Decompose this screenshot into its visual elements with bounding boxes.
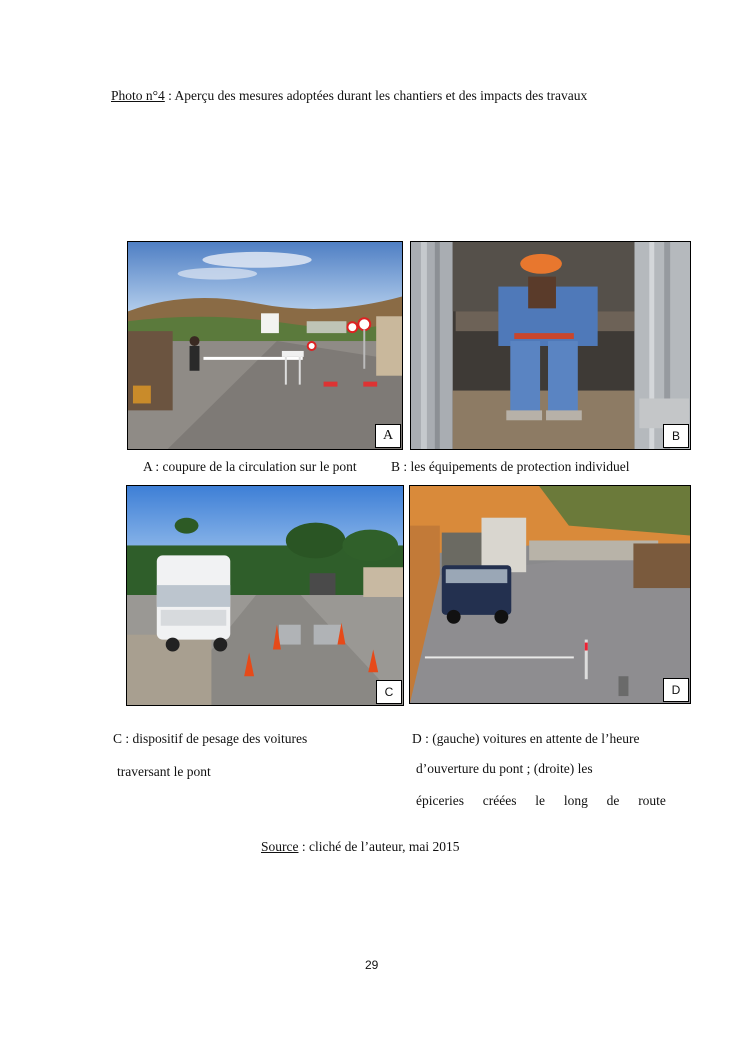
photo-b-letter: B bbox=[671, 429, 680, 443]
caption-c-line-1: C : dispositif de pesage des voitures bbox=[113, 731, 308, 746]
photo-b-letter-box bbox=[663, 424, 689, 448]
photo-c-letter: C bbox=[384, 685, 394, 699]
caption-d-word: épiceries bbox=[416, 793, 464, 808]
photo-title bbox=[111, 88, 587, 104]
caption-d-line-3 bbox=[416, 793, 666, 809]
caption-c-line-2: traversant le pont bbox=[117, 764, 211, 779]
photo-b bbox=[410, 241, 691, 450]
photo-a bbox=[127, 241, 403, 450]
caption-d-line-1: D : (gauche) voitures en attente de l’heure bbox=[412, 731, 640, 746]
photo-d bbox=[409, 485, 691, 704]
caption-d-word: long bbox=[563, 793, 588, 808]
photo-c-letter-box bbox=[376, 680, 402, 704]
photo-title-text: : Aperçu des mesures adoptées durant les chantiers et des impacts des travaux bbox=[164, 88, 588, 103]
caption-d-word: route bbox=[638, 793, 666, 808]
photo-a-letter-box bbox=[375, 424, 401, 448]
photo-d-letter: D bbox=[671, 683, 681, 697]
source-label: Source bbox=[261, 839, 299, 854]
caption-d-word: le bbox=[535, 793, 546, 808]
page-number: 29 bbox=[365, 958, 379, 972]
caption-b: B : les équipements de protection individuel bbox=[391, 459, 630, 474]
photo-title-label: Photo n°4 bbox=[111, 88, 165, 103]
photo-a-letter: A bbox=[382, 428, 394, 443]
caption-d-word: créées bbox=[482, 793, 517, 808]
source-line bbox=[261, 839, 460, 855]
caption-d-word: de bbox=[606, 793, 620, 808]
caption-a: A : coupure de la circulation sur le pont bbox=[143, 459, 357, 474]
source-text: : cliché de l’auteur, mai 2015 bbox=[298, 839, 460, 854]
photo-c bbox=[126, 485, 404, 706]
photo-d-letter-box bbox=[663, 678, 689, 702]
caption-d-line-2: d’ouverture du pont ; (droite) les bbox=[416, 761, 593, 776]
